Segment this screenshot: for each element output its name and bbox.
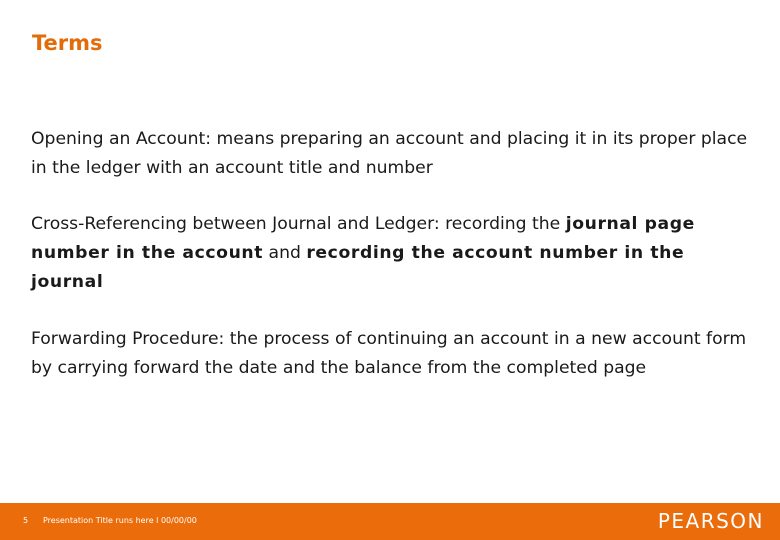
term-cross-referencing-bold-2: recording the account number in the journal [31, 243, 685, 292]
footer-presentation-title: Presentation Title runs here l 00/00/00 [43, 516, 197, 525]
term-cross-referencing-mid: and [263, 243, 307, 263]
pearson-logo: PEARSON [657, 509, 764, 533]
term-forwarding-procedure: Forwarding Procedure: the process of continuing an account in a new account form by carrying forward the date and the balance from the completed page [31, 329, 747, 378]
term-cross-referencing-bold-1: journal page number in the account [31, 214, 695, 263]
term-cross-referencing-lead: Cross-Referencing between Journal and Ledger: recording the [31, 214, 566, 234]
term-opening-an-account: Opening an Account: means preparing an account and placing it in its proper place in the ledger with an account title and number [31, 129, 748, 178]
term-cross-referencing [31, 210, 756, 297]
footer-bar [0, 503, 780, 540]
slide-title: Terms [32, 31, 103, 55]
footer-page-number: 5 [23, 516, 29, 525]
